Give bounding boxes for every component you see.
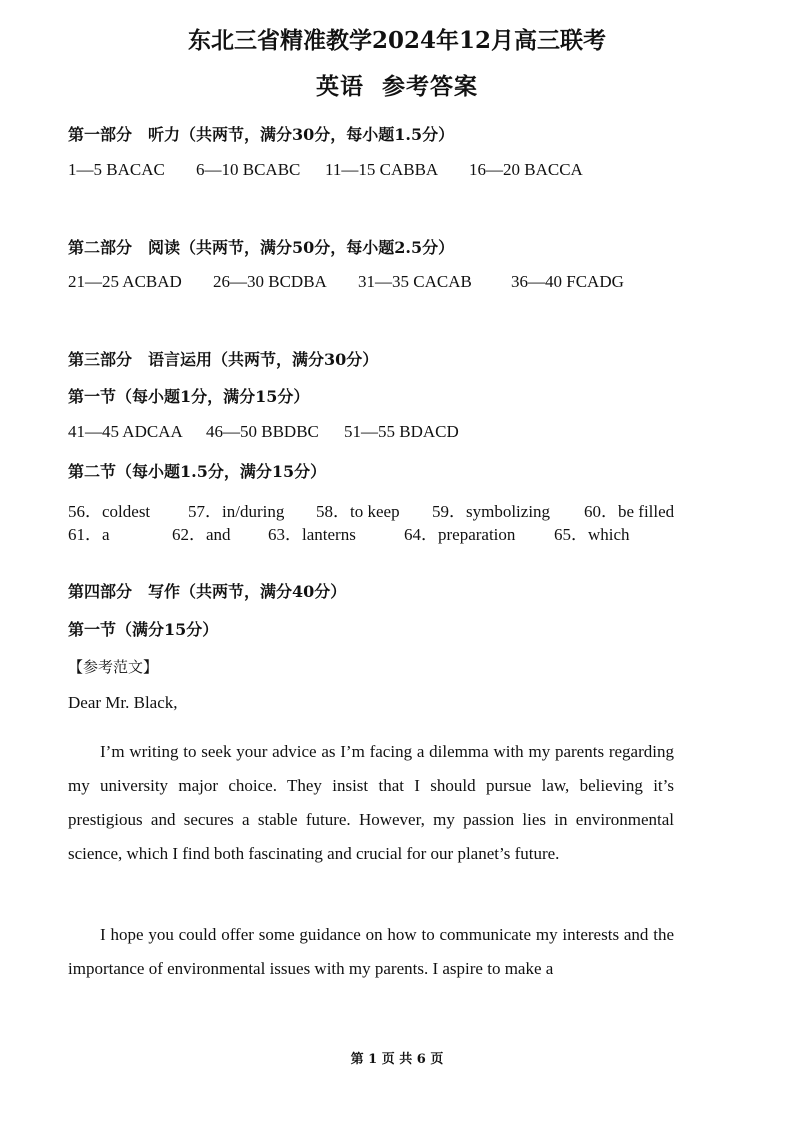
blank-answer: 64．preparation — [404, 525, 516, 544]
answer-group: 16—20 BACCA — [469, 160, 583, 179]
part2-heading: 第二部分 阅读（共两节，满分50分，每小题2.5分） — [68, 238, 455, 257]
blank-answer: 56．coldest — [68, 502, 151, 521]
answer-group: 46—50 BBDBC — [206, 422, 319, 441]
answer-group: 11—15 CABBA — [325, 160, 439, 179]
blank-answer: 63．lanterns — [268, 525, 356, 544]
answer-group: 41—45 ADCAA — [68, 422, 183, 441]
blank-answer: 62．and — [172, 525, 231, 544]
part3-section2-heading: 第二节（每小题1.5分，满分15分） — [68, 462, 327, 481]
blank-answer: 57．in/during — [188, 502, 285, 521]
answer-group: 31—35 CACAB — [358, 272, 472, 291]
exam-title: 东北三省精准教学2024年12月高三联考 — [187, 27, 607, 54]
blank-answer: 65．which — [554, 525, 630, 544]
essay-paragraph: I hope you could offer some guidance on how to communicate my interests and the importance of environmental issues with my parents. I aspire to make a — [68, 925, 674, 978]
part4-heading: 第四部分 写作（共两节，满分40分） — [68, 582, 347, 601]
essay-paragraph: I’m writing to seek your advice as I’m facing a dilemma with my parents regarding my university major choice. They insist that I should pursue law, believing it’s prestigious and secures a stable future. However, my passion lies in environmental science, which I find both fascinating and crucial for our planet’s future. — [68, 742, 674, 863]
answer-key-subtitle: 英语 参考答案 — [315, 73, 478, 100]
part4-section1-heading: 第一节（满分15分） — [68, 620, 219, 639]
answer-group: 1—5 BACAC — [68, 160, 165, 179]
blank-answer: 58．to keep — [316, 502, 400, 521]
sample-essay-label: 【参考范文】 — [68, 658, 159, 676]
blank-answer: 59．symbolizing — [432, 502, 551, 521]
answer-group: 21—25 ACBAD — [68, 272, 182, 291]
answer-group: 26—30 BCDBA — [213, 272, 327, 291]
part3-heading: 第三部分 语言运用（共两节，满分30分） — [68, 350, 379, 369]
blank-answer: 60．be filled — [584, 502, 675, 521]
answer-group: 51—55 BDACD — [344, 422, 459, 441]
blank-answer: 61．a — [68, 525, 110, 544]
answer-group: 36—40 FCADG — [511, 272, 624, 291]
letter-greeting: Dear Mr. Black, — [68, 693, 178, 712]
answer-group: 6—10 BCABC — [196, 160, 301, 179]
part3-section1-heading: 第一节（每小题1分，满分15分） — [68, 387, 310, 406]
page-number: 第 1 页 共 6 页 — [350, 1052, 444, 1067]
part1-heading: 第一部分 听力（共两节，满分30分，每小题1.5分） — [68, 125, 455, 144]
